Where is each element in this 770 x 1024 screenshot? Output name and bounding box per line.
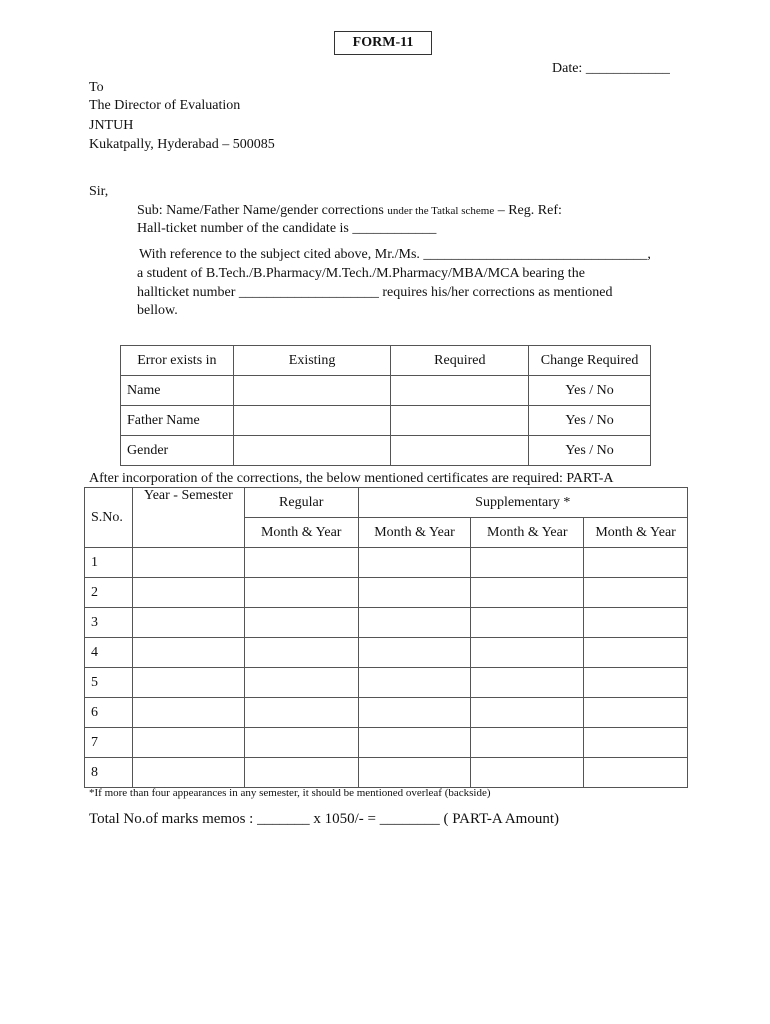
footnote: *If more than four appearances in any semester, it should be mentioned overleaf (backside) [89,787,491,799]
subject-line2: Hall-ticket number of the candidate is ____________ [137,221,437,236]
address-line2: JNTUH [89,118,134,133]
entry-cell[interactable] [132,578,244,608]
serial-number: 3 [85,608,133,638]
entry-cell[interactable] [584,728,688,758]
field-label: Name [121,376,234,406]
entry-cell[interactable] [358,698,471,728]
existing-cell[interactable] [233,406,391,436]
body-line3: hallticket number ____________________ requires his/her corrections as mentioned [137,285,613,300]
entry-cell[interactable] [244,728,358,758]
certificates-row [85,668,688,698]
header-existing: Existing [233,346,391,376]
serial-number: 6 [85,698,133,728]
part-a-heading: After incorporation of the corrections, the below mentioned certificates are required: PART-A [89,471,614,486]
entry-cell[interactable] [471,698,584,728]
entry-cell[interactable] [132,548,244,578]
serial-number: 2 [85,578,133,608]
entry-cell[interactable] [471,608,584,638]
entry-cell[interactable] [584,668,688,698]
serial-number: 8 [85,758,133,788]
certificates-row [85,638,688,668]
header-month-year-supp3: Month & Year [584,518,688,548]
entry-cell[interactable] [358,728,471,758]
header-regular: Regular [244,488,358,518]
form-title: FORM-11 [334,31,432,55]
total-line: Total No.of marks memos : _______ x 1050/- = ________ ( PART-A Amount) [89,811,559,827]
certificates-row [85,608,688,638]
entry-cell[interactable] [358,638,471,668]
certificates-row [85,548,688,578]
entry-cell[interactable] [358,758,471,788]
field-label: Gender [121,436,234,466]
entry-cell[interactable] [132,728,244,758]
change-choice[interactable]: Yes / No [529,376,651,406]
certificates-row [85,758,688,788]
header-year-semester: Year - Semester [132,488,244,518]
subject-line1 [137,203,562,219]
required-cell[interactable] [391,406,529,436]
serial-number: 7 [85,728,133,758]
entry-cell[interactable] [358,548,471,578]
entry-cell[interactable] [132,638,244,668]
corrections-header-row [121,346,651,376]
date-field: Date: ____________ [552,61,670,76]
corrections-row [121,376,651,406]
header-sno: S.No. [85,488,133,548]
entry-cell[interactable] [584,698,688,728]
body-line2: a student of B.Tech./B.Pharmacy/M.Tech./M.Pharmacy/MBA/MCA bearing the [137,266,585,281]
body-line1: With reference to the subject cited above, Mr./Ms. ________________________________, [139,247,651,262]
serial-number: 4 [85,638,133,668]
header-month-year-regular: Month & Year [244,518,358,548]
header-change-required: Change Required [529,346,651,376]
change-choice[interactable]: Yes / No [529,406,651,436]
year-semester-spacer [132,518,244,548]
change-choice[interactable]: Yes / No [529,436,651,466]
entry-cell[interactable] [584,548,688,578]
entry-cell[interactable] [471,728,584,758]
entry-cell[interactable] [132,758,244,788]
subject-part3: – Reg. Ref: [494,203,562,218]
entry-cell[interactable] [584,578,688,608]
header-error-exists: Error exists in [121,346,234,376]
entry-cell[interactable] [358,578,471,608]
serial-number: 5 [85,668,133,698]
entry-cell[interactable] [244,548,358,578]
entry-cell[interactable] [244,668,358,698]
required-cell[interactable] [391,376,529,406]
entry-cell[interactable] [244,698,358,728]
salutation: Sir, [89,184,109,199]
address-line3: Kukatpally, Hyderabad – 500085 [89,137,275,152]
existing-cell[interactable] [233,436,391,466]
corrections-row [121,436,651,466]
entry-cell[interactable] [132,608,244,638]
certificates-row [85,698,688,728]
entry-cell[interactable] [358,668,471,698]
field-label: Father Name [121,406,234,436]
subject-part1: Sub: Name/Father Name/gender corrections [137,203,388,218]
entry-cell[interactable] [244,638,358,668]
header-month-year-supp2: Month & Year [471,518,584,548]
entry-cell[interactable] [244,608,358,638]
certificates-row [85,728,688,758]
entry-cell[interactable] [584,608,688,638]
entry-cell[interactable] [584,638,688,668]
header-month-year-supp1: Month & Year [358,518,471,548]
header-supplementary: Supplementary * [358,488,687,518]
entry-cell[interactable] [471,578,584,608]
existing-cell[interactable] [233,376,391,406]
entry-cell[interactable] [132,668,244,698]
entry-cell[interactable] [471,548,584,578]
certificates-row [85,578,688,608]
certificates-subheader-row [85,518,688,548]
address-line1: The Director of Evaluation [89,98,241,113]
entry-cell[interactable] [471,668,584,698]
certificates-table [84,487,688,788]
address-to: To [89,80,104,95]
entry-cell[interactable] [471,638,584,668]
header-required: Required [391,346,529,376]
entry-cell[interactable] [471,758,584,788]
serial-number: 1 [85,548,133,578]
corrections-row [121,406,651,436]
body-line4: bellow. [137,303,178,318]
required-cell[interactable] [391,436,529,466]
entry-cell[interactable] [584,758,688,788]
corrections-table [120,345,651,466]
subject-part2: under the Tatkal scheme [387,205,495,217]
entry-cell[interactable] [358,608,471,638]
entry-cell[interactable] [244,578,358,608]
entry-cell[interactable] [132,698,244,728]
certificates-header-row [85,488,688,518]
entry-cell[interactable] [244,758,358,788]
